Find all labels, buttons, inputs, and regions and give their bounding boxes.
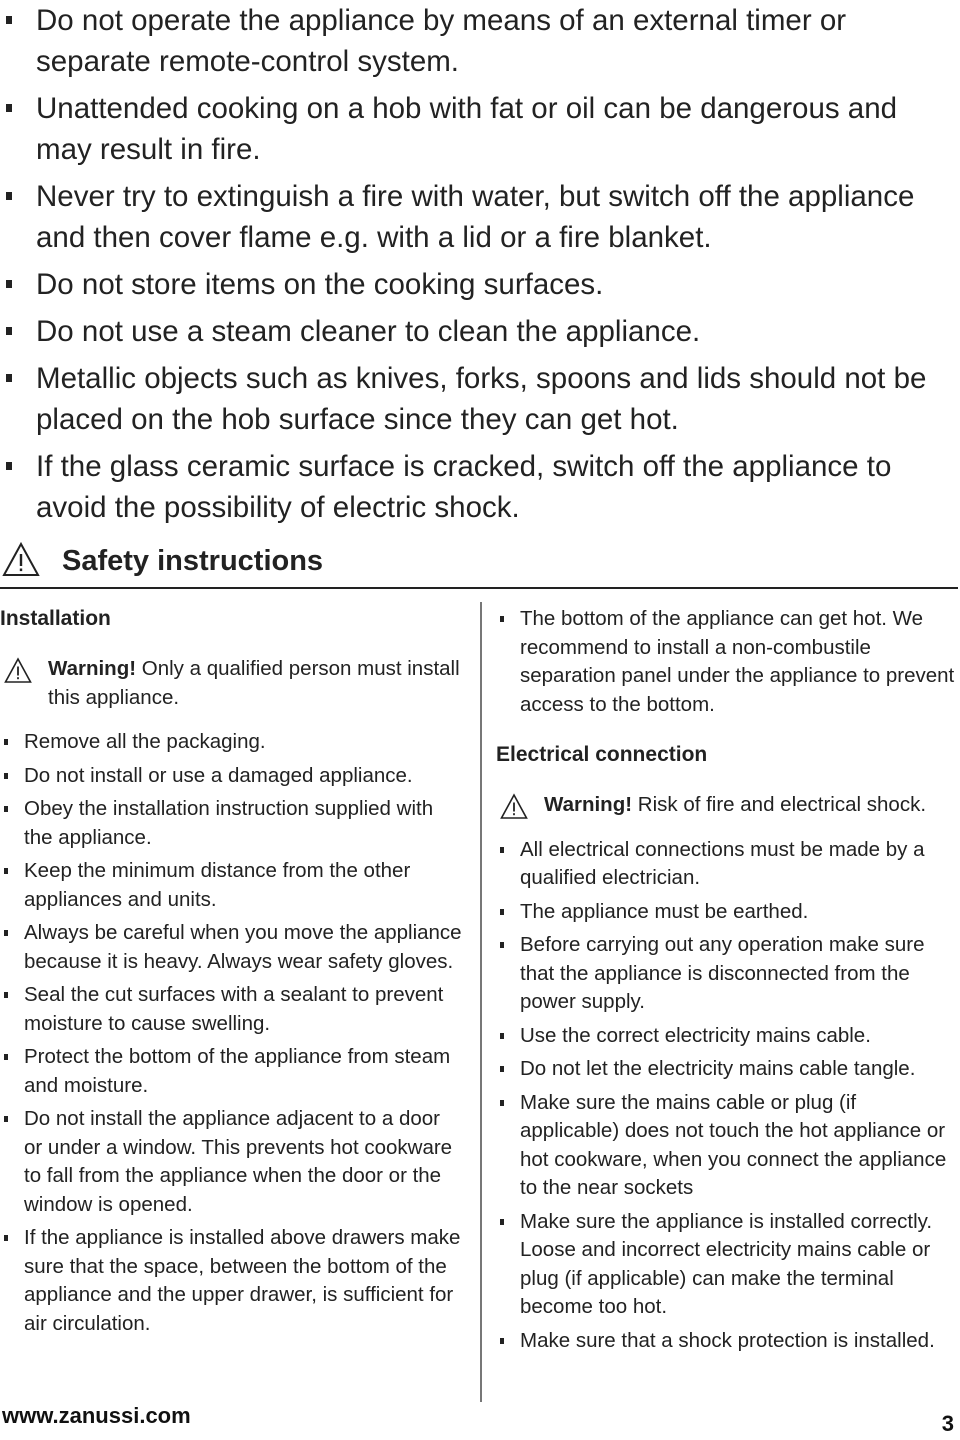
- list-item: Before carrying out any operation make sure that the appliance is disconnected from the power supply.: [496, 931, 960, 1017]
- bullet-marker: [4, 930, 8, 936]
- bullet-marker: [4, 1116, 8, 1122]
- list-item: Protect the bottom of the appliance from steam and moisture.: [0, 1043, 462, 1100]
- list-item: Remove all the packaging.: [0, 728, 462, 757]
- bullet-marker: [500, 942, 504, 948]
- bullet-marker: [4, 1235, 8, 1241]
- list-item: Make sure the appliance is installed correctly. Loose and incorrect electricity mains cable or plug (if applicable) can make the terminal become too hot.: [496, 1208, 960, 1322]
- bullet-marker: [4, 806, 8, 812]
- installation-warning: [0, 655, 462, 712]
- bullet-marker: [6, 104, 12, 112]
- warning-text: Risk of fire and electrical shock.: [632, 793, 927, 816]
- bullet-marker: [4, 739, 8, 745]
- bullet-marker: [6, 327, 12, 335]
- bullet-marker: [500, 847, 504, 853]
- list-item: Do not let the electricity mains cable tangle.: [496, 1055, 960, 1084]
- footer-url[interactable]: www.zanussi.com: [2, 1403, 191, 1428]
- electrical-heading: Electrical connection: [496, 743, 708, 766]
- list-item: Use the correct electricity mains cable.: [496, 1022, 960, 1051]
- bullet-marker: [4, 1054, 8, 1060]
- list-item: Unattended cooking on a hob with fat or oil can be dangerous and may result in fire.: [0, 88, 941, 170]
- bullet-marker: [500, 1033, 504, 1039]
- warning-triangle-icon: [4, 657, 32, 694]
- list-item: Never try to extinguish a fire with water, but switch off the appliance and then cover flame e.g. with a lid or a fire blanket.: [0, 176, 941, 258]
- list-item: Always be careful when you move the appliance because it is heavy. Always wear safety gloves.: [0, 919, 462, 976]
- list-item: Metallic objects such as knives, forks, spoons and lids should not be placed on the hob surface since they can get hot.: [0, 358, 941, 440]
- list-item: Do not install or use a damaged appliance.: [0, 762, 462, 791]
- warning-label: Warning!: [48, 657, 137, 680]
- bullet-marker: [6, 374, 12, 382]
- warning-triangle-icon: [500, 793, 528, 830]
- list-item: Do not store items on the cooking surfaces.: [0, 264, 941, 305]
- bullet-marker: [500, 1219, 504, 1225]
- warning-label: Warning!: [544, 793, 633, 816]
- bullet-marker: [6, 16, 12, 24]
- section-heading: [0, 537, 958, 589]
- bullet-marker: [500, 909, 504, 915]
- electrical-warning: [496, 791, 960, 820]
- bullet-marker: [6, 280, 12, 288]
- list-item: The bottom of the appliance can get hot. We recommend to install a non-combustile separation panel under the appliance to prevent access to the bottom.: [496, 605, 960, 719]
- list-item: The appliance must be earthed.: [496, 898, 960, 927]
- bullet-marker: [6, 192, 12, 200]
- bullet-marker: [6, 462, 12, 470]
- list-item: Do not use a steam cleaner to clean the appliance.: [0, 311, 941, 352]
- list-item: If the appliance is installed above drawers make sure that the space, between the bottom of the appliance and the upper drawer, is sufficient for air circulation.: [0, 1224, 462, 1338]
- list-item: If the glass ceramic surface is cracked, switch off the appliance to avoid the possibility of electric shock.: [0, 446, 941, 528]
- warning-triangle-icon: [2, 541, 40, 584]
- bullet-marker: [4, 773, 8, 779]
- section-title: Safety instructions: [62, 545, 324, 577]
- bullet-marker: [4, 868, 8, 874]
- bullet-marker: [500, 1100, 504, 1106]
- list-item: Keep the minimum distance from the other appliances and units.: [0, 857, 462, 914]
- page-number: 3: [941, 1411, 954, 1436]
- installation-column: [0, 605, 462, 1343]
- list-item: Do not install the appliance adjacent to a door or under a window. This prevents hot cookware to fall from the appliance when the door or the window is opened.: [0, 1105, 462, 1219]
- bullet-marker: [500, 616, 504, 622]
- bullet-marker: [500, 1066, 504, 1072]
- bullet-marker: [500, 1338, 504, 1344]
- column-divider: [480, 602, 482, 1402]
- bullet-marker: [4, 992, 8, 998]
- electrical-column: [496, 605, 960, 1360]
- list-item: Seal the cut surfaces with a sealant to prevent moisture to cause swelling.: [0, 981, 462, 1038]
- warning-text: Only a qualified person must install this appliance.: [48, 657, 460, 709]
- list-item: Make sure the mains cable or plug (if applicable) does not touch the hot appliance or hot cookware, when you connect the appliance to the near sockets: [496, 1089, 960, 1203]
- list-item: Obey the installation instruction supplied with the appliance.: [0, 795, 462, 852]
- installation-heading: Installation: [0, 607, 111, 630]
- list-item: All electrical connections must be made by a qualified electrician.: [496, 836, 960, 893]
- list-item: Do not operate the appliance by means of an external timer or separate remote-control system.: [0, 0, 941, 82]
- list-item: Make sure that a shock protection is installed.: [496, 1327, 960, 1356]
- top-bullet-list: [0, 0, 960, 534]
